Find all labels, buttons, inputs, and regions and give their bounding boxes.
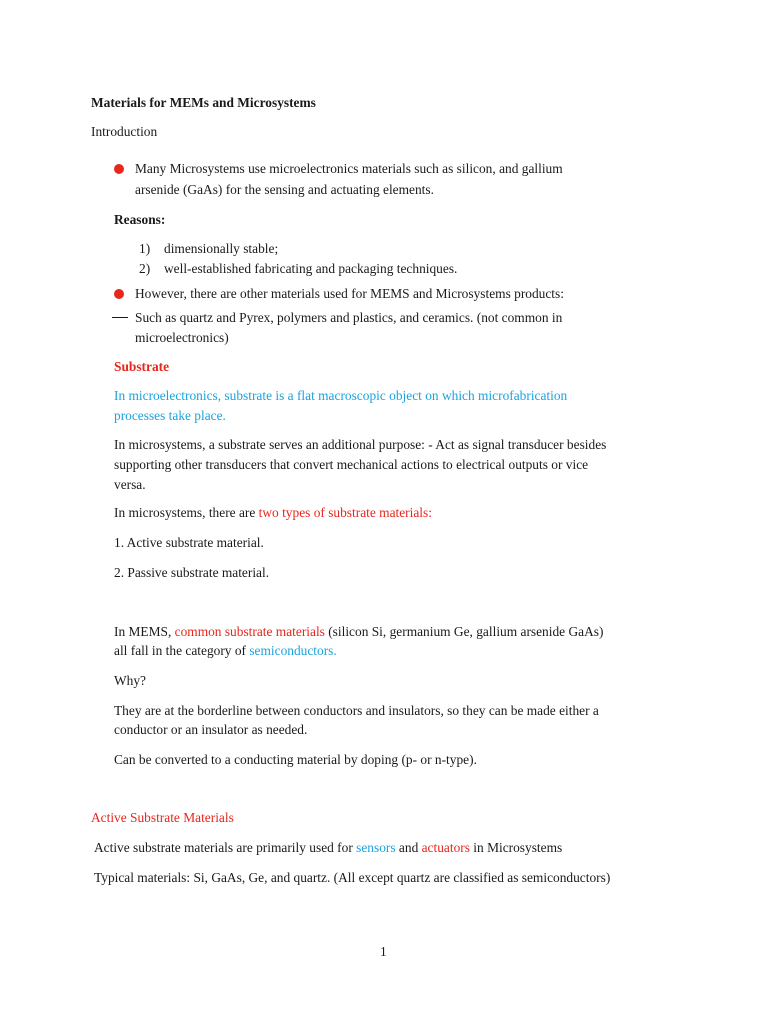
doping-text: Can be converted to a conducting material by doping (p- or n-type). bbox=[114, 752, 477, 767]
typical-materials: Typical materials: Si, GaAs, Ge, and quartz. (All except quartz are classified as semiconductors) bbox=[94, 870, 611, 885]
substrate-ms-line3: versa. bbox=[114, 477, 146, 492]
active-use-sentence bbox=[94, 838, 562, 858]
why-text: Why? bbox=[114, 673, 146, 688]
active-use-suffix: in Microsystems bbox=[469, 840, 563, 855]
mems-sentence-line1 bbox=[114, 622, 603, 642]
substrate-heading: Substrate bbox=[114, 359, 170, 374]
borderline-line2: conductor or an insulator as needed. bbox=[114, 722, 308, 737]
dash-item-line2: microelectronics) bbox=[135, 330, 229, 345]
mems-highlight-semiconductors: semiconductors. bbox=[249, 643, 337, 658]
reason-2-text: well-established fabricating and packaging techniques. bbox=[164, 261, 458, 276]
active-substrate-heading: Active Substrate Materials bbox=[91, 810, 234, 825]
substrate-ms-line1: In microsystems, a substrate serves an additional purpose: - Act as signal transducer besides bbox=[114, 437, 607, 452]
types-highlight: two types of substrate materials bbox=[258, 505, 429, 520]
reason-1-text: dimensionally stable; bbox=[164, 241, 279, 256]
bullet1-line2: arsenide (GaAs) for the sensing and actuating elements. bbox=[135, 182, 434, 197]
mems-sentence-line2 bbox=[114, 641, 337, 661]
type-1-item: 1. Active substrate material. bbox=[114, 535, 264, 550]
types-prefix: In microsystems, there are bbox=[114, 505, 259, 520]
borderline-line1: They are at the borderline between conductors and insulators, so they can be made either a bbox=[114, 703, 599, 718]
substrate-ms-line2: supporting other transducers that convert mechanical actions to electrical outputs or vice bbox=[114, 457, 589, 472]
mems-p2: (silicon Si, germanium Ge, gallium arsenide GaAs) bbox=[324, 624, 604, 639]
reasons-heading: Reasons: bbox=[114, 212, 166, 227]
active-use-prefix: Active substrate materials are primarily used for bbox=[94, 840, 357, 855]
mems-p1: In MEMS, bbox=[114, 624, 175, 639]
type-2-item: 2. Passive substrate material. bbox=[114, 565, 270, 580]
page-number: 1 bbox=[380, 944, 387, 959]
intro-heading: Introduction bbox=[91, 124, 158, 139]
document-title: Materials for MEMs and Microsystems bbox=[91, 95, 316, 110]
red-bullet-icon bbox=[114, 289, 124, 299]
bullet2-text: However, there are other materials used for MEMS and Microsystems products: bbox=[135, 286, 564, 301]
sensors-highlight: sensors bbox=[356, 840, 396, 855]
types-sentence bbox=[114, 503, 432, 523]
dash-item-line1: Such as quartz and Pyrex, polymers and plastics, and ceramics. (not common in bbox=[135, 310, 563, 325]
actuators-highlight: actuators bbox=[421, 840, 470, 855]
reason-2-number: 2) bbox=[139, 261, 151, 276]
types-suffix: : bbox=[428, 505, 432, 520]
active-use-mid: and bbox=[395, 840, 422, 855]
reason-1-number: 1) bbox=[139, 241, 151, 256]
substrate-def-line1: In microelectronics, substrate is a flat macroscopic object on which microfabrication bbox=[114, 388, 568, 403]
substrate-def-line2: processes take place. bbox=[114, 408, 226, 423]
mems-highlight-common: common substrate materials bbox=[174, 624, 325, 639]
mems-line2-prefix: all fall in the category of bbox=[114, 643, 250, 658]
dash-icon bbox=[112, 317, 128, 318]
bullet1-line1: Many Microsystems use microelectronics materials such as silicon, and gallium bbox=[135, 161, 563, 176]
red-bullet-icon bbox=[114, 164, 124, 174]
